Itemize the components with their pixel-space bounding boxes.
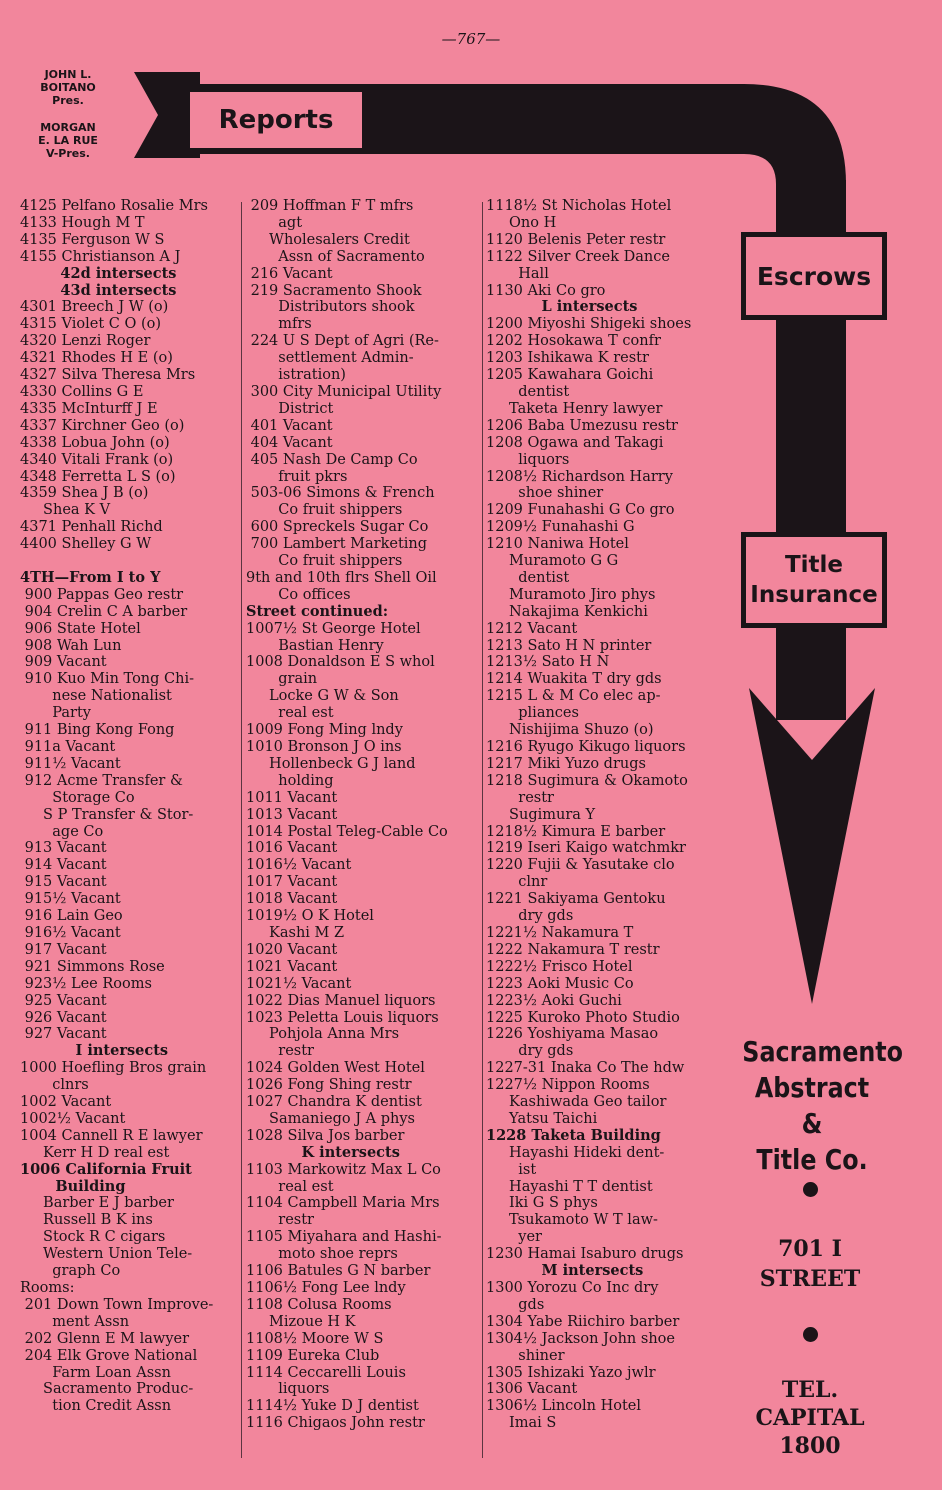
directory-entry: 401 Vacant <box>246 417 333 434</box>
directory-entry: 1016½ Vacant <box>246 857 352 874</box>
directory-entry: 1216 Ryugo Kikugo liquors <box>486 739 686 755</box>
directory-entry: Taketa Henry lawyer <box>486 400 663 417</box>
directory-entry: Nishijima Shuzo (o) <box>486 722 654 739</box>
directory-entry: yer <box>486 1229 542 1246</box>
directory-entry: District <box>246 400 334 417</box>
directory-entry: Muramoto Jiro phys <box>486 586 656 603</box>
directory-column-3 <box>486 198 722 1432</box>
directory-entry: 1306½ Lincoln Hotel <box>486 1398 642 1415</box>
directory-entry: 923½ Lee Rooms <box>20 975 152 992</box>
directory-entry: 700 Lambert Marketing <box>246 536 428 553</box>
officer-title: V-Pres. <box>46 147 90 160</box>
title-insurance-line: Insurance <box>750 582 878 608</box>
directory-entry: 1002 Vacant <box>20 1094 112 1111</box>
directory-entry: 1230 Hamai Isaburo drugs <box>486 1246 684 1263</box>
directory-entry: I intersects <box>20 1042 169 1060</box>
directory-entry: 1223 Aoki Music Co <box>486 975 634 992</box>
directory-entry: Imai S <box>486 1415 557 1432</box>
directory-entry: 4301 Breech J W (o) <box>20 299 169 316</box>
directory-entry: 1104 Campbell Maria Mrs <box>246 1195 440 1212</box>
directory-entry: liquors <box>486 451 570 468</box>
directory-entry: 926 Vacant <box>20 1009 107 1026</box>
directory-entry: Russell B K ins <box>20 1212 153 1229</box>
column-divider <box>241 202 242 1458</box>
directory-entry: 204 Elk Grove National <box>20 1347 198 1364</box>
directory-entry: Bastian Henry <box>246 637 384 654</box>
directory-entry: Western Union Tele- <box>20 1246 193 1263</box>
directory-entry: 4321 Rhodes H E (o) <box>20 350 173 367</box>
directory-entry: Kashiwada Geo tailor <box>486 1094 667 1111</box>
directory-entry: Farm Loan Assn <box>20 1364 171 1381</box>
directory-entry: 1013 Vacant <box>246 806 338 823</box>
directory-entry: Locke G W & Son <box>246 688 399 705</box>
directory-entry: Sugimura Y <box>486 806 596 823</box>
directory-entry: 300 City Municipal Utility <box>246 383 442 400</box>
directory-entry: grain <box>246 671 318 688</box>
directory-entry: 1213½ Sato H N <box>486 654 610 671</box>
directory-entry: 4348 Ferretta L S (o) <box>20 468 176 485</box>
directory-entry: 1223½ Aoki Guchi <box>486 992 622 1009</box>
directory-entry: nese Nationalist <box>20 688 172 705</box>
directory-entry: tion Credit Assn <box>20 1398 172 1415</box>
directory-entry: restr <box>246 1212 314 1229</box>
address-line: STREET <box>759 1266 861 1292</box>
directory-entry: Distributors shook <box>246 299 415 316</box>
directory-entry: 914 Vacant <box>20 857 107 874</box>
directory-entry: 1000 Hoefling Bros grain <box>20 1060 207 1077</box>
directory-entry: Iki G S phys <box>486 1195 598 1212</box>
directory-entry: Storage Co <box>20 789 135 806</box>
directory-entry: 908 Wah Lun <box>20 637 122 654</box>
company-name-line: Sacramento <box>742 1035 904 1068</box>
directory-entry: Party <box>20 705 91 722</box>
directory-entry: Co offices <box>246 586 351 603</box>
directory-entry: 1304½ Jackson John shoe <box>486 1330 675 1347</box>
officer-name: MORGAN <box>40 121 96 134</box>
directory-entry: Hayashi Hideki dent- <box>486 1144 665 1161</box>
directory-entry: 1304 Yabe Riichiro barber <box>486 1313 680 1330</box>
directory-entry: 1109 Eureka Club <box>246 1347 380 1364</box>
reports-label: Reports <box>186 88 366 152</box>
directory-entry: Mizoue H K <box>246 1313 356 1330</box>
directory-entry: 1008 Donaldson E S whol <box>246 654 435 671</box>
directory-entry: 1214 Wuakita T dry gds <box>486 671 662 688</box>
directory-entry: 1027 Chandra K dentist <box>246 1094 422 1111</box>
directory-entry: 1200 Miyoshi Shigeki shoes <box>486 316 692 333</box>
directory-entry: 4371 Penhall Richd <box>20 519 163 536</box>
directory-entry: Wholesalers Credit <box>246 231 410 248</box>
directory-entry: 4335 McInturff J E <box>20 400 158 417</box>
directory-entry: Co fruit shippers <box>246 502 403 519</box>
directory-entry: M intersects <box>486 1262 644 1280</box>
company-address <box>730 1234 890 1294</box>
directory-entry: 904 Crelin C A barber <box>20 603 188 620</box>
directory-entry: 1016 Vacant <box>246 840 338 857</box>
directory-entry: clnr <box>486 874 548 891</box>
page-number: —767— <box>441 30 501 48</box>
directory-entry: real est <box>246 1178 334 1195</box>
directory-entry: Kashi M Z <box>246 924 345 941</box>
directory-entry: Hall <box>486 265 549 282</box>
directory-entry: 1108½ Moore W S <box>246 1330 384 1347</box>
directory-entry: 1218½ Kimura E barber <box>486 823 666 840</box>
directory-entry: 1019½ O K Hotel <box>246 908 374 925</box>
directory-entry: 1021½ Vacant <box>246 975 352 992</box>
directory-entry: age Co <box>20 823 104 840</box>
directory-entry: 1010 Bronson J O ins <box>246 739 402 755</box>
directory-entry: 4340 Vitali Frank (o) <box>20 451 174 468</box>
directory-entry: 1212 Vacant <box>486 620 578 637</box>
directory-entry: 4155 Christianson A J <box>20 248 181 265</box>
directory-entry: 4315 Violet C O (o) <box>20 316 161 333</box>
directory-entry: Stock R C cigars <box>20 1229 166 1246</box>
directory-entry: 1218 Sugimura & Okamoto <box>486 772 688 789</box>
directory-entry: shoe shiner <box>486 485 604 502</box>
bullet-dot <box>803 1327 818 1342</box>
arrow-head <box>749 688 875 1004</box>
title-insurance-label <box>741 532 887 628</box>
directory-entry: 1305 Ishizaki Yazo jwlr <box>486 1364 656 1381</box>
directory-entry: Pohjola Anna Mrs <box>246 1026 400 1043</box>
directory-column-1 <box>20 198 236 1415</box>
directory-entry: Muramoto G G <box>486 553 619 570</box>
company-telephone <box>730 1376 890 1460</box>
directory-entry: 1215 L & M Co elec ap- <box>486 688 661 705</box>
tel-line: CAPITAL <box>755 1405 865 1431</box>
directory-entry: 916½ Vacant <box>20 924 121 941</box>
directory-entry: 216 Vacant <box>246 265 333 282</box>
directory-entry: 1103 Markowitz Max L Co <box>246 1161 441 1178</box>
directory-entry: Hollenbeck G J land <box>246 755 416 772</box>
directory-entry: Yatsu Taichi <box>486 1110 598 1127</box>
directory-entry: graph Co <box>20 1263 121 1280</box>
directory-entry: 209 Hoffman F T mfrs <box>246 198 414 214</box>
officer-name: E. LA RUE <box>38 134 98 147</box>
title-insurance-line: Title <box>784 552 844 578</box>
directory-entry: Ono H <box>486 214 557 231</box>
directory-entry: 224 U S Dept of Agri (Re- <box>246 333 439 350</box>
directory-entry: 915 Vacant <box>20 874 107 891</box>
directory-entry: 1220 Fujii & Yasutake clo <box>486 857 675 874</box>
directory-entry: K intersects <box>246 1143 400 1161</box>
directory-entry: 1203 Ishikawa K restr <box>486 350 649 367</box>
tel-line: 1800 <box>779 1433 841 1459</box>
directory-entry: fruit pkrs <box>246 468 348 485</box>
directory-entry: 4135 Ferguson W S <box>20 231 165 248</box>
directory-entry: 921 Simmons Rose <box>20 958 165 975</box>
directory-entry: settlement Admin- <box>246 350 414 367</box>
directory-entry <box>20 553 236 570</box>
company-name-line: Abstract & <box>754 1071 870 1140</box>
directory-entry: agt <box>246 214 303 231</box>
directory-entry: 1227½ Nippon Rooms <box>486 1077 650 1094</box>
directory-entry: 917 Vacant <box>20 941 107 958</box>
arrow-corner <box>744 84 846 184</box>
directory-entry: 1105 Miyahara and Hashi- <box>246 1229 442 1246</box>
officer-title: Pres. <box>52 94 84 107</box>
directory-entry: Kerr H D real est <box>20 1144 170 1161</box>
directory-entry: moto shoe reprs <box>246 1246 398 1263</box>
directory-entry: 1026 Fong Shing restr <box>246 1077 412 1094</box>
directory-entry: 1114 Ceccarelli Louis <box>246 1364 406 1381</box>
directory-entry: 1221 Sakiyama Gentoku <box>486 891 666 908</box>
directory-entry: holding <box>246 772 334 789</box>
directory-entry: shiner <box>486 1347 565 1364</box>
directory-entry: 4133 Hough M T <box>20 214 145 231</box>
directory-entry: real est <box>246 705 334 722</box>
address-line: 701 I <box>778 1236 842 1262</box>
directory-entry: pliances <box>486 705 579 722</box>
directory-entry: dry gds <box>486 1043 574 1060</box>
directory-entry: 1009 Fong Ming lndy <box>246 722 403 739</box>
directory-entry: 1106½ Fong Lee lndy <box>246 1280 406 1296</box>
directory-entry: 201 Down Town Improve- <box>20 1296 214 1313</box>
directory-entry: mfrs <box>246 316 312 333</box>
directory-entry: dry gds <box>486 908 574 925</box>
directory-entry: 1225 Kuroko Photo Studio <box>486 1009 680 1026</box>
directory-entry: 9th and 10th flrs Shell Oil <box>246 569 437 586</box>
directory-entry: 1108 Colusa Rooms <box>246 1296 392 1313</box>
tel-line: TEL. <box>781 1377 839 1403</box>
directory-entry: Tsukamoto W T law- <box>486 1212 658 1229</box>
directory-entry: Co fruit shippers <box>246 553 403 570</box>
directory-entry: 4330 Collins G E <box>20 383 144 400</box>
directory-entry: 4TH—From I to Y <box>20 568 161 586</box>
directory-entry: clnrs <box>20 1077 89 1094</box>
directory-entry: 4338 Lobua John (o) <box>20 434 170 451</box>
directory-entry: Nakajima Kenkichi <box>486 603 648 620</box>
directory-entry: 1028 Silva Jos barber <box>246 1127 405 1144</box>
directory-entry: L intersects <box>486 298 638 316</box>
directory-column-2 <box>246 198 478 1432</box>
directory-entry: 1106 Batules G N barber <box>246 1263 431 1280</box>
directory-entry: 1014 Postal Teleg-Cable Co <box>246 823 448 840</box>
directory-entry: 913 Vacant <box>20 840 107 857</box>
directory-entry: 1222½ Frisco Hotel <box>486 958 633 975</box>
directory-entry: S P Transfer & Stor- <box>20 806 194 823</box>
directory-entry: 925 Vacant <box>20 992 107 1009</box>
directory-entry: 1114½ Yuke D J dentist <box>246 1398 419 1415</box>
directory-entry: 202 Glenn E M lawyer <box>20 1330 190 1347</box>
bullet-dot <box>803 1182 818 1197</box>
directory-entry: dentist <box>486 569 570 586</box>
column-divider <box>482 202 483 1458</box>
directory-entry: 1219 Iseri Kaigo watchmkr <box>486 840 686 857</box>
directory-entry: 927 Vacant <box>20 1026 107 1043</box>
directory-entry: Rooms: <box>20 1280 75 1296</box>
directory-entry: 1018 Vacant <box>246 891 338 908</box>
directory-entry: 1209 Funahashi G Co gro <box>486 502 675 519</box>
directory-entry: Shea K V <box>20 502 111 519</box>
directory-entry: Street continued: <box>246 602 389 620</box>
directory-entry: 1227-31 Inaka Co The hdw <box>486 1060 685 1077</box>
officer-name: JOHN L. <box>44 68 92 81</box>
directory-entry: 4359 Shea J B (o) <box>20 485 149 502</box>
directory-entry: 916 Lain Geo <box>20 908 123 925</box>
directory-entry: ist <box>486 1161 537 1178</box>
directory-entry: 1202 Hosokawa T confr <box>486 333 661 350</box>
directory-entry: 1118½ St Nicholas Hotel <box>486 198 672 214</box>
directory-entry: 912 Acme Transfer & <box>20 772 183 789</box>
directory-entry: 1130 Aki Co gro <box>486 282 606 299</box>
directory-entry: 43d intersects <box>20 281 177 299</box>
directory-entry: 911 Bing Kong Fong <box>20 722 175 739</box>
directory-entry: liquors <box>246 1381 330 1398</box>
directory-entry: 915½ Vacant <box>20 891 121 908</box>
directory-entry: 1021 Vacant <box>246 958 338 975</box>
directory-entry: 1213 Sato H N printer <box>486 637 652 654</box>
directory-entry: 1120 Belenis Peter restr <box>486 231 666 248</box>
directory-entry: 910 Kuo Min Tong Chi- <box>20 671 194 688</box>
company-name <box>742 1034 904 1178</box>
directory-entry: 1006 California Fruit <box>20 1160 192 1178</box>
directory-entry: 1221½ Nakamura T <box>486 924 634 941</box>
directory-entry: Hayashi T T dentist <box>486 1178 653 1195</box>
directory-entry: 1024 Golden West Hotel <box>246 1060 425 1077</box>
directory-entry: ment Assn <box>20 1313 130 1330</box>
directory-entry: 1208½ Richardson Harry <box>486 468 673 485</box>
directory-entry: 219 Sacramento Shook <box>246 282 422 299</box>
directory-entry: 1300 Yorozu Co Inc dry <box>486 1280 659 1296</box>
directory-entry: Sacramento Produc- <box>20 1381 194 1398</box>
directory-entry: istration) <box>246 367 346 384</box>
directory-entry: 503-06 Simons & French <box>246 485 435 502</box>
directory-entry: 909 Vacant <box>20 654 107 671</box>
directory-entry: 42d intersects <box>20 264 177 282</box>
directory-entry: 4337 Kirchner Geo (o) <box>20 417 185 434</box>
directory-entry: 1022 Dias Manuel liquors <box>246 992 436 1009</box>
escrows-label: Escrows <box>741 232 887 320</box>
directory-entry: Assn of Sacramento <box>246 248 425 265</box>
directory-entry: 1208 Ogawa and Takagi <box>486 434 664 451</box>
directory-entry: 1209½ Funahashi G <box>486 519 635 536</box>
directory-entry: 911½ Vacant <box>20 755 121 772</box>
directory-entry: 4400 Shelley G W <box>20 536 152 553</box>
directory-entry: 600 Spreckels Sugar Co <box>246 519 429 536</box>
officer-name: BOITANO <box>40 81 96 94</box>
directory-entry: 404 Vacant <box>246 434 333 451</box>
directory-entry: Barber E J barber <box>20 1195 174 1212</box>
directory-entry: 1122 Silver Creek Dance <box>486 248 670 265</box>
directory-entry: 4320 Lenzi Roger <box>20 333 151 350</box>
directory-entry: 1226 Yoshiyama Masao <box>486 1026 659 1043</box>
directory-entry: 900 Pappas Geo restr <box>20 586 184 603</box>
directory-entry: 911a Vacant <box>20 739 116 755</box>
directory-entry: 1217 Miki Yuzo drugs <box>486 755 646 772</box>
directory-entry: 405 Nash De Camp Co <box>246 451 418 468</box>
directory-entry: Samaniego J A phys <box>246 1110 415 1127</box>
directory-entry: 1023 Peletta Louis liquors <box>246 1009 439 1026</box>
directory-entry: 1002½ Vacant <box>20 1110 126 1127</box>
directory-entry: restr <box>246 1043 314 1060</box>
directory-entry: 1206 Baba Umezusu restr <box>486 417 678 434</box>
directory-entry: 1116 Chigaos John restr <box>246 1415 425 1432</box>
directory-entry: 4327 Silva Theresa Mrs <box>20 367 196 384</box>
directory-entry: 1007½ St George Hotel <box>246 620 421 637</box>
directory-entry: 1011 Vacant <box>246 789 338 806</box>
directory-entry: Building <box>20 1177 126 1195</box>
directory-entry: 1228 Taketa Building <box>486 1126 661 1144</box>
directory-entry: 1210 Naniwa Hotel <box>486 536 629 553</box>
directory-entry: 906 State Hotel <box>20 620 141 637</box>
directory-entry: 1222 Nakamura T restr <box>486 941 660 958</box>
directory-entry: restr <box>486 789 554 806</box>
directory-entry: 1205 Kawahara Goichi <box>486 367 654 384</box>
company-name-line: Title Co. <box>756 1143 868 1176</box>
directory-entry: 4125 Pelfano Rosalie Mrs <box>20 198 208 214</box>
directory-entry: 1017 Vacant <box>246 874 338 891</box>
directory-entry: 1020 Vacant <box>246 941 338 958</box>
directory-entry: gds <box>486 1296 545 1313</box>
directory-entry: 1306 Vacant <box>486 1381 578 1398</box>
directory-entry: 1004 Cannell R E lawyer <box>20 1127 203 1144</box>
directory-entry: dentist <box>486 383 570 400</box>
